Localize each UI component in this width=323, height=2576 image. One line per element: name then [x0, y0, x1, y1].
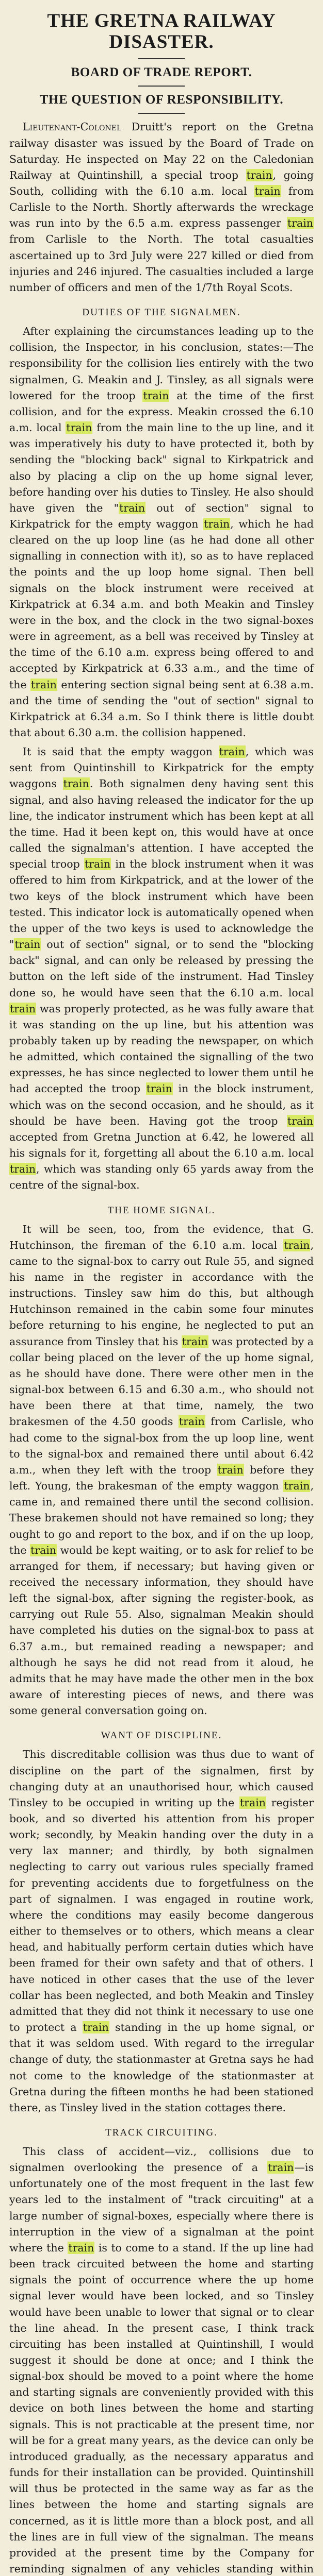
search-highlight: train	[68, 2241, 94, 2254]
article-paragraph: It is said that the empty waggon train, which was sent from Quintinshill to Kirkpatrick for the empty waggons train. Both signalmen deny having sent this signal, and also having released the indicator for the up line, the indicator instrument which has been kept at all the time. Had it been kept on, this would have at once called the signalman's attention. I have accepted the special troop train in the block instrument when it was offered to him from Kirkpatrick, and at the lower of the two keys of the block instrument which have been tested. This indicator lock is automatically opened when the upper of the two keys is used to acknowledge the "train out of section" signal, or to send the "blocking back" signal, and can only be released by pressing the button on the left side of the instrument. Had Tinsley done so, he would have seen that the 6.10 a.m. local train was properly protected, as he was fully aware that it was standing on the up line, but his attention was probably taken up by reading the newspaper, on which he admitted, which contained the signalling of the two expresses, he has since neglected to lower them until he had accepted the troop train in the block instrument, which was on the second occasion, and he should, as it should be have been. Having got the troop train accepted from Gretna Junction at 6.42, he lowered all his signals for it, forgetting all about the 6.10 a.m. local train, which was standing only 65 yards away from the centre of the signal-box.	[9, 745, 314, 1192]
search-highlight: train	[63, 777, 89, 790]
subhead-board-of-trade: BOARD OF TRADE REPORT.	[71, 65, 252, 79]
section-heading: THE HOME SIGNAL.	[107, 1205, 216, 1216]
article-paragraph: This discreditable collision was thus due to want of discipline on the part of the signalmen, first by changing duty at an unauthorised hour, which caused Tinsley to be occupied in writing up the train register book, and so diverted his attention from his proper work; secondly, by Meakin handing over the duty in a very lax manner; and thirdly, by both signalmen neglecting to carry out various rules specially framed for preventing accidents due to forgetfulness on the part of signalmen. I was engaged in routine work, where the conditions may easily become dangerous either to themselves or to others, which means a clear head, and habitually perform certain duties which have been framed for their own safety and that of others. I have noticed in other cases that the use of the lever collar has been neglected, and both Meakin and Tinsley admitted that they did not think it necessary to use one to protect a train standing in the up home signal, or that it was seldom used. With regard to the irregular change of duty, the stationmaster at Gretna says he had not come to the knowledge of the stationmaster at Gretna during the fifteen months he had been stationed there, as Tinsley lived in the station cottages there.	[9, 1748, 314, 2114]
article-paragraph: Lieutenant-Colonel Druitt's report on the Gretna railway disaster was issued by the Board of Trade on Saturday. He inspected on May 22 on the Caledonian Railway at Quintinshill, a special troop train, going South, colliding with the 6.10 a.m. local train from Carlisle to the North. Shortly afterwards the wreckage was run into by the 6.5 a.m. express passenger train from Carlisle to the North. The total casualties ascertained up to 3rd July were 227 killed or died from injuries and 246 injured. The casualties included a large number of officers and men of the 1/7th Royal Scots.	[9, 121, 314, 294]
search-highlight: train	[204, 517, 230, 530]
lead-word: Lieutenant-Colonel	[23, 121, 122, 133]
search-highlight: train	[182, 1335, 208, 1348]
search-highlight: train	[10, 1002, 36, 1015]
search-highlight: train	[287, 1114, 313, 1127]
search-highlight: train	[268, 2161, 294, 2174]
headline: THE GRETNA RAILWAY DISASTER.	[47, 10, 276, 53]
search-highlight: train	[254, 185, 281, 197]
divider	[138, 58, 185, 59]
search-highlight: train	[143, 389, 169, 402]
search-highlight: train	[14, 938, 41, 951]
search-highlight: train	[83, 2021, 109, 2034]
section-heading: WANT OF DISCIPLINE.	[101, 1730, 222, 1741]
search-highlight: train	[30, 678, 57, 691]
article-body	[9, 119, 314, 2576]
search-highlight: train	[119, 501, 146, 514]
section-heading: DUTIES OF THE SIGNALMEN.	[82, 307, 241, 318]
search-highlight: train	[146, 1082, 172, 1095]
search-highlight: train	[219, 745, 245, 758]
article-paragraph: This class of accident—viz., collisions due to signalmen overlooking the presence of a train—is unfortunately one of the most frequent in the last few years led to the instalment of "track circuiting" at a large number of signal-boxes, especially where there is interruption in the view of a signalman at the point where the train is to come to a stand. If the up line had been track circuited between the home and starting signals the point of occurrence where the up home signal lever would have been locked, and so Tinsley would have been unable to lower that signal or to clear the line ahead. In the present case, I think track circuiting has been installed at Quintinshill, I would suggest it should be done at once; and I think the signal-box should be moved to a point where the home and starting signals are conveniently provided with this device on both lines between the home and starting signals. This is not practicable at the present time, nor will be for a great many years, as the device can only be introduced gradually, as the necessary apparatus and funds for their installation can be provided. Quintinshill will thus be protected in the same way as far as the lines between the home and starting signals are concerned, as it is little more than a block post, and all the lines are in full view of the signalman. The means provided at the present time by the Company for reminding signalmen of any vehicles standing within	[9, 2145, 314, 2575]
article-paragraph: It will be seen, too, from the evidence, that G. Hutchinson, the fireman of the 6.10 a.m. local train, came to the signal-box to carry out Rule 55, and signed his name in the register in accordance with the instructions. Tinsley saw him do this, but although Hutchinson remained in the cabin some four minutes before returning to his engine, he neglected to put an assurance from Tinsley that his train was protected by a collar being placed on the lever of the up home signal, as he should have done. There were other men in the signal-box between 6.15 and 6.30 a.m., who should not have been there at that time, namely, the two brakesmen of the 4.50 goods train from Carlisle, who had come to the signal-box from the up loop line, went to the signal-box and remained there until about 6.42 a.m., when they left with the troop train before they left. Young, the brakesman of the empty waggon train, came in, and remained there until the second collision. These brakemen should not have remained so long; they ought to go and report to the box, and if on the up loop, the train would be kept waiting, or to ask for relief to be arranged for them, if necessary; but having given or received the necessary information, they should have left the signal-box, after signing the register-book, as carrying out Rule 55. Also, signalman Meakin should have completed his duties on the signal-box to pass at 6.37 a.m., but remained reading a newspaper; and although he says he did not read from it aloud, he admits that he may have made the other men in the box aware of interesting pieces of news, and there was some general conversation going on.	[9, 1223, 314, 1717]
search-highlight: train	[179, 1415, 205, 1428]
search-highlight: train	[30, 1544, 57, 1556]
divider	[138, 113, 185, 114]
search-highlight: train	[284, 1480, 310, 1493]
search-highlight: train	[217, 1463, 244, 1476]
search-highlight: train	[246, 168, 272, 181]
subhead-responsibility: THE QUESTION OF RESPONSIBILITY.	[39, 93, 284, 107]
search-highlight: train	[85, 858, 111, 871]
search-highlight: train	[10, 1163, 36, 1176]
search-highlight: train	[284, 1239, 310, 1251]
search-highlight: train	[66, 421, 92, 434]
search-highlight: train	[239, 1796, 266, 1809]
section-heading: TRACK CIRCUITING.	[105, 2127, 218, 2138]
article-paragraph: After explaining the circumstances leading up to the collision, the Inspector, in his conclusion, states:—The responsibility for the collision lies entirely with the two signalmen, G. Meakin and J. Tinsley, as all signals were lowered for the troop train at the time of the first collision, and for the express. Meakin crossed the 6.10 a.m. local train from the main line to the up line, and it was imperatively his duty to have protected it, both by sending the "blocking back" signal to Kirkpatrick and also by placing a clip on the up home signal lever, before handing over his duties to Tinsley. He also should have given the "train out of section" signal to Kirkpatrick for the empty waggon train, which he had cleared on the up loop line (as he had done all other signalling in connection with it), so as to have replaced the points and the up loop home signal. Then bell signals on the block instrument were received at Kirkpatrick at 6.34 a.m. and both Meakin and Tinsley were in the box, and the clock in the two signal-boxes were in agreement, as a bell was received by Tinsley at the time of the 6.10 a.m. express being offered to and accepted by Kirkpatrick at 6.33 a.m., and the time of the train entering section signal being sent at 6.38 a.m. and the time of sending the "out of section" signal to Kirkpatrick at 6.34 a.m. So I think there is little doubt that about 6.30 a.m. the collision happened.	[9, 325, 314, 739]
search-highlight: train	[287, 217, 313, 230]
divider	[138, 86, 185, 87]
